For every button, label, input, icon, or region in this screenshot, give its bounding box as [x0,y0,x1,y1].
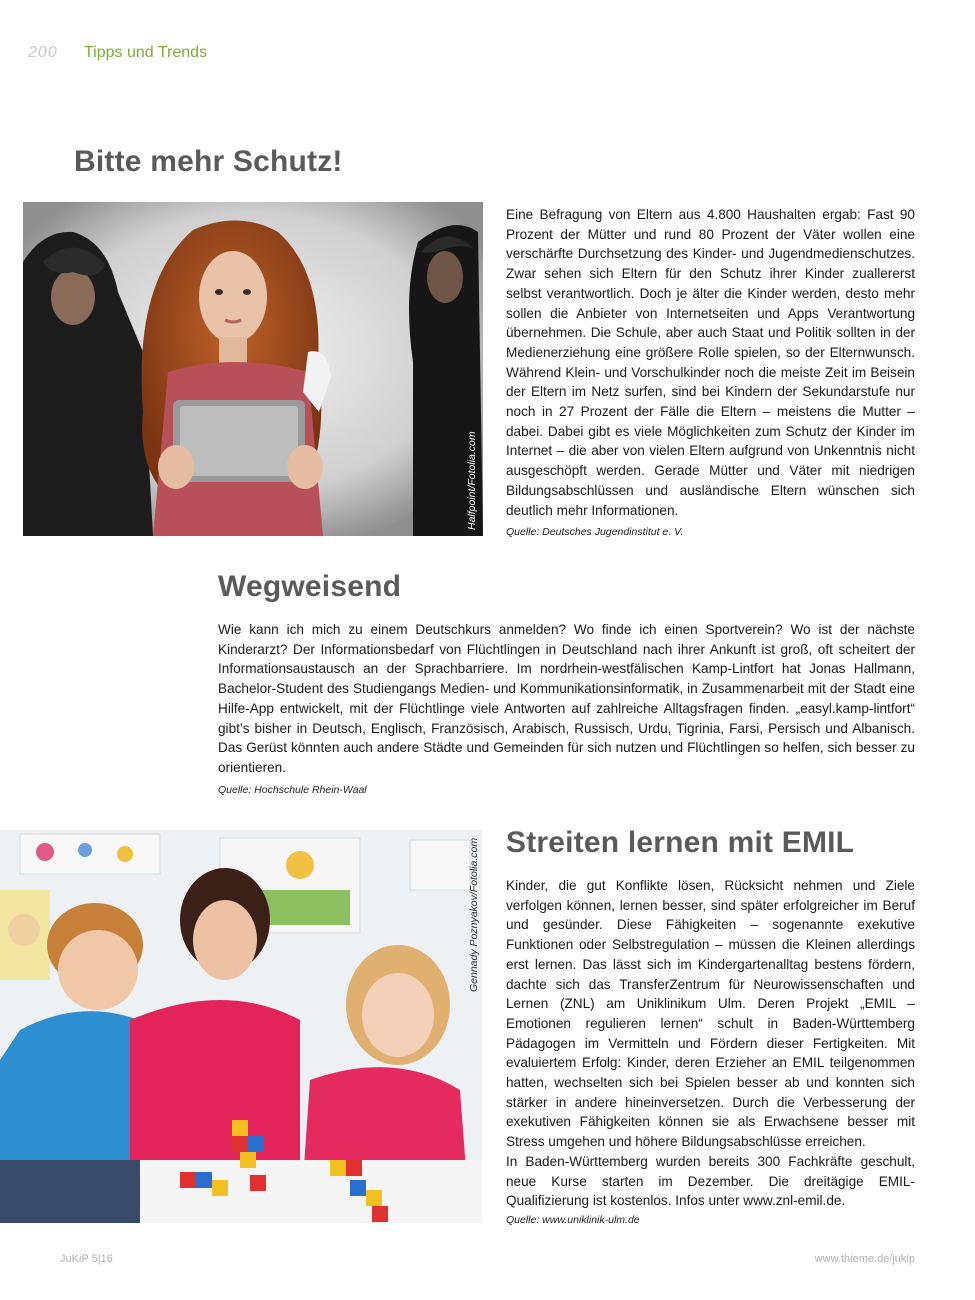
article-body-emil-container [506,876,915,1226]
article-source-emil: Quelle: www.uniklinik-ulm.de [506,1213,640,1226]
footer-url[interactable]: www.thieme.de/jukip [814,1253,915,1265]
photo-girl-tablet-illustration [23,202,483,536]
article-body-emil-p1: Kinder, die gut Konflikte lösen, Rücksicht nehmen und Ziele verfolgen können, lernen besser, sind später erfolgreicher im Beruf und gesünder. Diese Fähigkeiten – sogenannte exekutive Funktionen oder Selbstregulation – müssen die Kleinen allerdings erst lernen. Das lässt sich im Kindergartenalltag bestens fördern, dachte sich das TransferZentrum für Neurowissenschaften und Lernen (ZNL) am Uniklinikum Ulm. Deren Projekt „EMIL – Emotionen regulieren lernen“ schult in Baden-Württemberg Pädagogen im Vermitteln und Fördern dieser Fertigkeiten. Mit evaluiertem Erfolg: Kinder, deren Erzieher an EMIL teilgenommen hatten, wechselten sich bei Spielen besser ab und konnten sich stärker in andere hineinversetzen. Durch die Verbesserung der exekutiven Fähigkeiten können sie als Erwachsene besser mit Stress umgehen und höhere Bildungsabschlüsse erreichen. [506,878,915,1150]
article-source-schutz: Quelle: Deutsches Jugendinstitut e. V. [506,526,684,539]
footer-issue: JuKiP 5|16 [60,1253,113,1265]
article-title-wegweisend: Wegweisend [218,570,402,603]
page-number: 200 [28,44,58,61]
article-title-schutz: Bitte mehr Schutz! [74,145,343,178]
article-title-emil: Streiten lernen mit EMIL [506,826,855,859]
article-body-emil-p2: In Baden-Württemberg wurden bereits 300 Fachkräfte geschult, neue Kurse starten im Dezember. Die dreitägige EMIL-Qualifizierung ist kostenlos. Infos unter www.znl-emil.de. [506,1153,915,1209]
section-title: Tipps und Trends [84,44,208,61]
article-body-schutz: Eine Befragung von Eltern aus 4.800 Haushalten ergab: Fast 90 Prozent der Mütter und rund 80 Prozent der Väter wollen eine verschärfte Durchsetzung des Kinder- und Jugendmedienschutzes. Zwar sehen sich Eltern für den Schutz ihrer Kinder zuallererst selbst verantwortlich. Doch je älter die Kinder werden, desto mehr sollen die Anbieter von Internetseiten und Apps Verantwortung übernehmen. Die Schule, aber auch Staat und Politik sollten in der Medienerziehung eine größere Rolle spielen, so der Elternwunsch. Während Klein- und Vorschulkinder noch die meiste Zeit im Beisein der Eltern im Netz surfen, sind bei Kindern der Sekundarstufe nur noch in 27 Prozent der Fälle die Eltern – meistens die Mutter – dabei. Dabei gibt es viele Möglichkeiten zum Schutz der Kinder im Internet – die aber von vielen Eltern aufgrund von Unkenntnis nicht ausgeschöpft werden. Gerade Mütter und Väter mit niedrigen Bildungsabschlüssen und ausländische Eltern wünschen sich deutlich mehr Informationen. [506,207,915,518]
photo-children-blocks-illustration [0,830,482,1223]
article-body-wegweisend: Wie kann ich mich zu einem Deutschkurs anmelden? Wo finde ich einen Sportverein? Wo ist der nächste Kinderarzt? Der Informationsbedarf von Flüchtlingen in Deutschland nach ihrer Ankunft ist groß, oft scheitert der Informationsaustausch an der Sprachbarriere. Im nordrhein-westfälischen Kamp-Lintfort hat Jonas Hallmann, Bachelor-Student des Studiengangs Medien- und Kommunikationsinformatik, in Zusammenarbeit mit der Stadt eine Hilfe-App entwickelt, mit der Flüchtlinge viele Antworten auf zahlreiche Alltagsfragen finden. „easyl.kamp-lintfort“ gibt’s bisher in Deutsch, Englisch, Französisch, Arabisch, Russisch, Urdu, Tigrinia, Farsi, Persisch und Albanisch. Das Gerüst könnten auch andere Städte und Gemeinden für sich nutzen und Flüchtlingen so helfen, sich besser zu orientieren. [218,622,915,775]
photo-girl-tablet [23,202,483,536]
article-source-wegweisend: Quelle: Hochschule Rhein-Waal [218,783,367,796]
photo-children-blocks [0,830,482,1223]
image-credit-2: Gennady Poznyakov/Fotolia.com [468,837,480,992]
article-body-wegweisend-container [218,620,915,796]
image-credit-1: Halfpoint/Fotolia.com [466,431,478,530]
article-body-schutz-container [506,205,915,538]
